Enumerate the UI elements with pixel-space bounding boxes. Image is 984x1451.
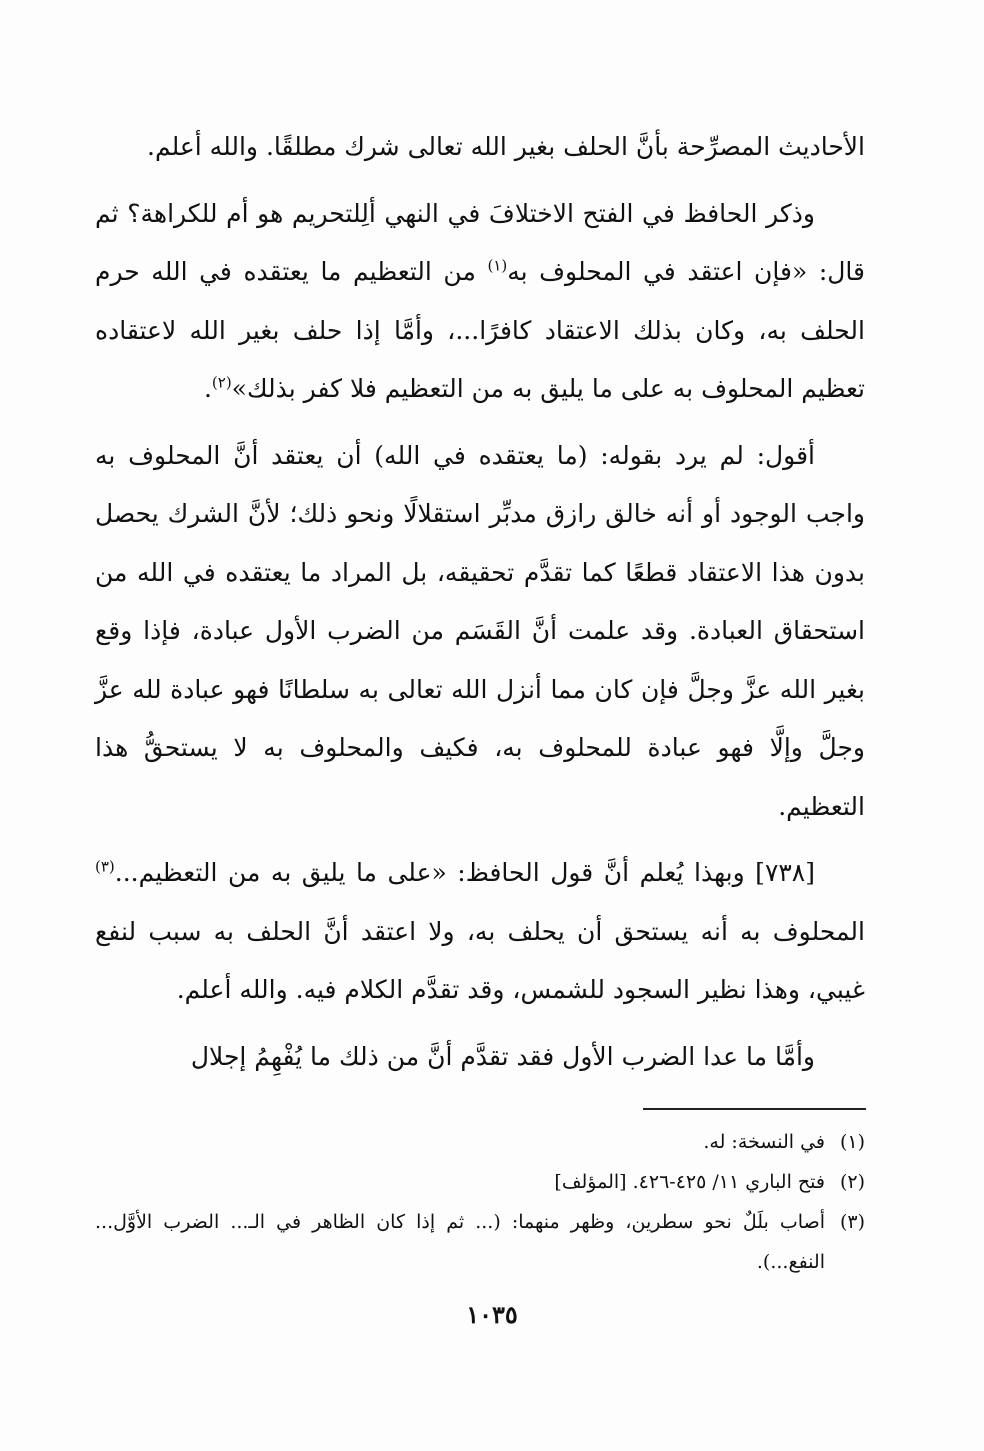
paragraph-4-part-a: [٧٣٨] وبهذا يُعلم أنَّ قول الحافظ: «على ما يليق به من التعظيم... [114,858,815,887]
paragraph-5 [95,1028,865,1087]
paragraph-2-part-b: من التعظيم ما يعتقده في الله حرم الحلف به، وكان بذلك الاعتقاد كافرًا...، وأمَّا إذا حلف بغير الله لاعتقاده تعظيم المحلوف به على ما يليق به من التعظيم فلا كفر بذلك» [95,257,865,403]
paragraph-4-part-b: المحلوف به أنه يستحق أن يحلف به، ولا اعتقد أنَّ الحلف به سبب لنفع غيبي، وهذا نظير السجود للشمس، وقد تقدَّم الكلام فيه. والله أعلم. [95,916,865,1004]
footnote-text: أصاب بلَلٌ نحو سطرين، وظهر منهما: (... ثم إذا كان الظاهر في الـ... الضرب الأوَّل... النفع...). [95,1211,825,1273]
footnote-text: فتح الباري ١١/ ٤٢٥-٤٢٦. [المؤلف] [554,1171,825,1193]
footnote-divider [643,1108,866,1110]
footnote-3 [95,1202,865,1282]
paragraph-2-end: . [203,374,212,403]
paragraph-5-text: وأمَّا ما عدا الضرب الأول فقد تقدَّم أنَّ من ذلك ما يُفْهِمُ إجلال [190,1041,815,1071]
paragraph-2-part-a: وذكر الحافظ في الفتح الاختلافَ في النهي ألِلتحريم هو أم للكراهة؟ ثم قال: «فإن اعتقد في المحلوف به [95,198,866,286]
paragraph-1 [95,118,865,177]
page-number: ١٠٣٥ [466,1300,518,1329]
paragraph-2 [95,185,865,419]
paragraph-3 [95,427,865,837]
paragraph-4 [95,844,865,1020]
paragraph-3-text: أقول: لم يرد بقوله: (ما يعتقده في الله) أن يعتقد أنَّ المحلوف به واجب الوجود أو أنه خالق رازق مدبِّر استقلالًا ونحو ذلك؛ لأنَّ الشرك يحصل بدون هذا الاعتقاد قطعًا كما تقدَّم تحقيقه، بل المراد ما يعتقده في الله من استحقاق العبادة. وقد علمت أنَّ القَسَم من الضرب الأول عبادة، فإذا وقع بغير الله عزَّ وجلَّ فإن كان مما أنزل الله تعالى به سلطانًا فهو عبادة لله عزَّ وجلَّ وإلَّا فهو عبادة للمحلوف به، فكيف والمحلوف به لا يستحقُّ هذا التعظيم. [95,440,865,821]
footnote-ref-1[interactable]: (١) [487,256,508,275]
main-text [95,118,865,1094]
footnote-ref-3[interactable]: (٣) [95,857,115,876]
footnote-number: (٣) [839,1211,865,1233]
footnotes [95,1122,865,1282]
footnote-2 [95,1162,865,1202]
footnote-number: (٢) [839,1171,865,1193]
footnote-1 [95,1122,865,1162]
paragraph-1-text: الأحاديث المصرِّحة بأنَّ الحلف بغير الله تعالى شرك مطلقًا. والله أعلم. [147,132,865,161]
footnote-ref-2[interactable]: (٢) [211,373,232,392]
footnote-number: (١) [839,1131,865,1153]
footnote-text: في النسخة: له. [703,1131,825,1153]
